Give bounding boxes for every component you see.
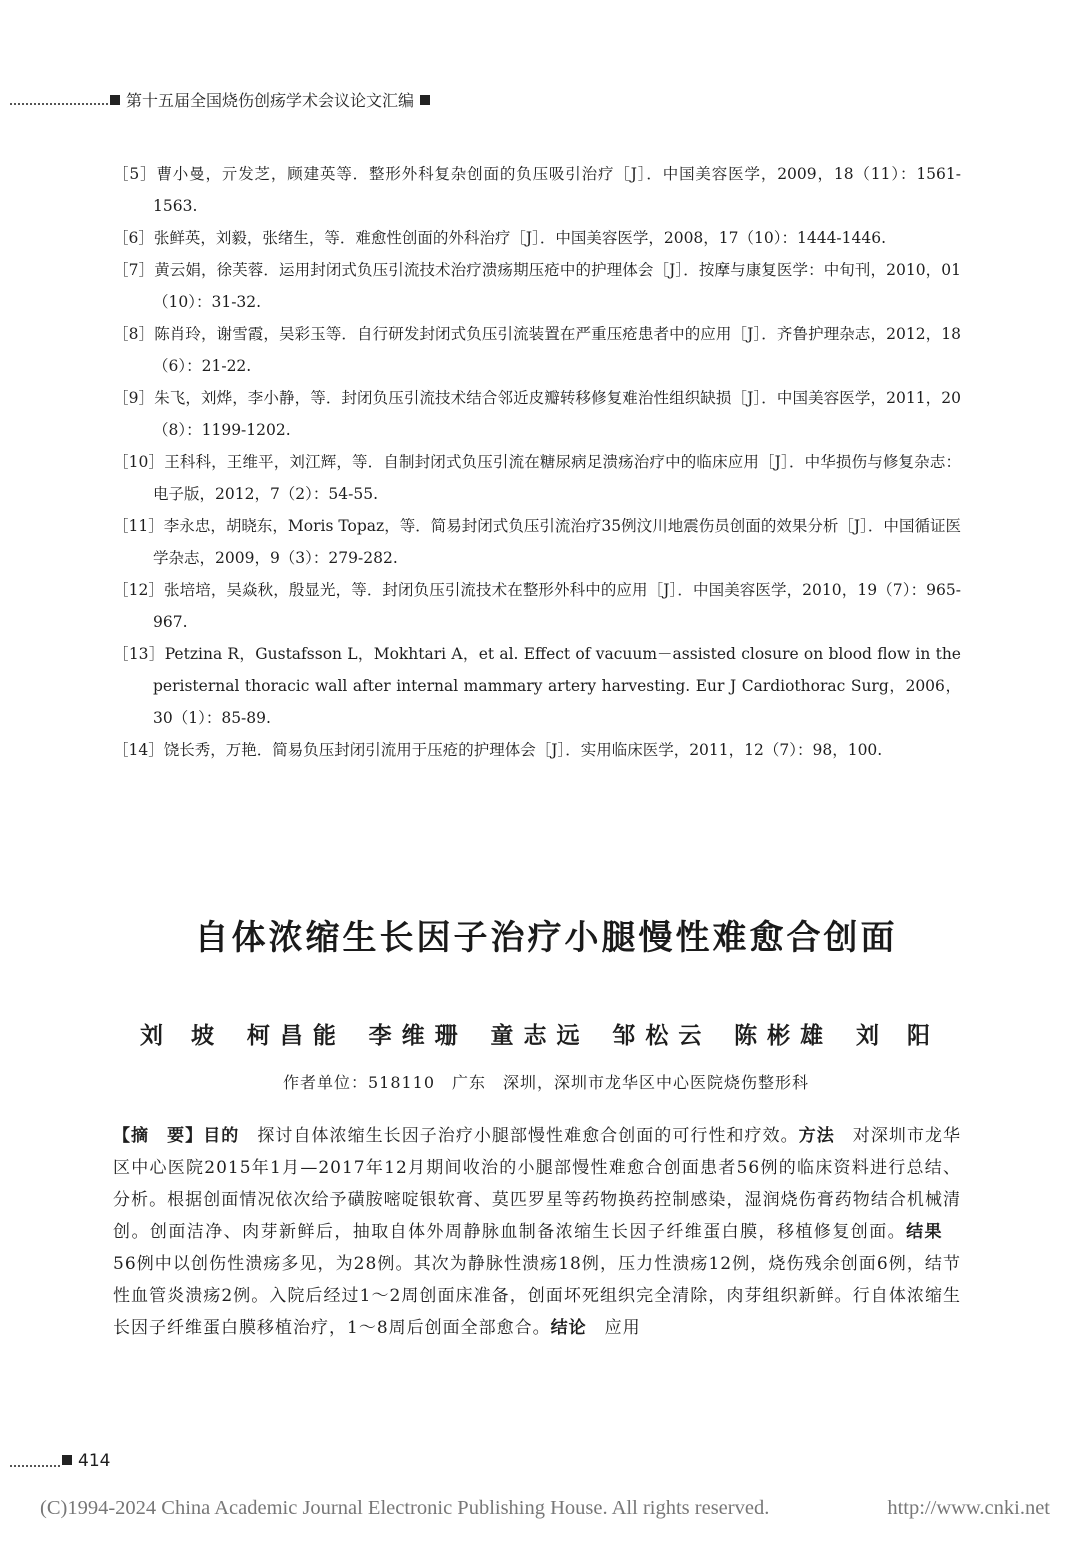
reference-number: ［7］ [113, 261, 155, 279]
reference-text: Petzina R，Gustafsson L，Mokhtari A，et al. Effect of vacuum－assisted closure on blood flow in the peristernal thoracic wall after internal mammary artery harvesting. Eur J Cardiothorac Surg，2006，30（1）：85-89. [153, 645, 961, 727]
website-text: http://www.cnki.net [887, 1497, 1050, 1519]
author-name: 柯昌能 [246, 1022, 346, 1049]
reference-item [113, 382, 961, 446]
reference-number: ［10］ [113, 453, 165, 471]
reference-item [113, 734, 961, 766]
author-name: 陈彬雄 [734, 1022, 834, 1049]
square-bullet-icon [420, 95, 430, 105]
result-text: 56例中以创伤性溃疡多见，为28例。其次为静脉性溃疡18例，压力性溃疡12例，烧伤残余创面6例，结节性血管炎溃疡2例。入院后经过1～2周创面床准备，创面坏死组织完全清除，肉芽组织新鲜。行自体浓缩生长因子纤维蛋白膜移植治疗，1～8周后创面全部愈合。 [113, 1222, 961, 1338]
reference-list [113, 158, 961, 766]
conclusion-text: 应用 [586, 1318, 641, 1338]
author-name: 李维珊 [368, 1022, 468, 1049]
result-label: 结果 [906, 1222, 943, 1242]
reference-number: ［13］ [113, 645, 165, 663]
reference-text: 王科科，王维平，刘江辉，等．自制封闭式负压引流在糖尿病足溃疡治疗中的临床应用［J］．中华损伤与修复杂志：电子版，2012，7（2）：54-55. [153, 453, 961, 503]
author-name: 童志远 [490, 1022, 590, 1049]
reference-item [113, 574, 961, 638]
reference-number: ［11］ [113, 517, 164, 535]
author-name: 刘 坡 [140, 1022, 225, 1049]
method-label: 方法 [798, 1126, 835, 1146]
footer-dotted-rule [10, 1465, 60, 1467]
reference-text: 饶长秀，万艳．简易负压封闭引流用于压疮的护理体会［J］．实用临床医学，2011，12（7）：98，100. [163, 741, 883, 759]
running-header [104, 88, 436, 111]
reference-number: ［9］ [113, 389, 155, 407]
copyright-text: (C)1994-2024 China Academic Journal Electronic Publishing House. All rights reserved. [40, 1497, 770, 1519]
square-bullet-icon [62, 1455, 72, 1465]
reference-text: 陈肖玲，谢雪霞，吴彩玉等．自行研发封闭式负压引流装置在严重压疮患者中的应用［J］．齐鲁护理杂志，2012，18（6）：21-22. [153, 325, 961, 375]
reference-item [113, 638, 961, 734]
reference-item [113, 158, 961, 222]
article-title: 自体浓缩生长因子治疗小腿慢性难愈合创面 [194, 918, 898, 958]
abstract [113, 1120, 961, 1344]
reference-text: 张鲜英，刘毅，张绪生，等．难愈性创面的外科治疗［J］．中国美容医学，2008，17（10）：1444-1446. [153, 229, 887, 247]
reference-item [113, 222, 961, 254]
reference-number: ［5］ [113, 165, 157, 183]
reference-text: 张培培，吴焱秋，殷显光，等．封闭负压引流技术在整形外科中的应用［J］．中国美容医学，2010，19（7）：965-967. [153, 581, 961, 631]
author-name: 邹松云 [612, 1022, 712, 1049]
purpose-label: 目的 [203, 1126, 240, 1146]
reference-item [113, 254, 961, 318]
author-affiliation: 作者单位：518110 广东 深圳，深圳市龙华区中心医院烧伤整形科 [282, 1073, 810, 1092]
header-text: 第十五届全国烧伤创疡学术会议论文汇编 [126, 91, 415, 110]
page-number-text: 414 [78, 1451, 111, 1471]
reference-text: 李永忠，胡晓东，Moris Topaz，等．简易封闭式负压引流治疗35例汶川地震伤员创面的效果分析［J］．中国循证医学杂志，2009，9（3）：279-282. [153, 517, 961, 567]
copyright-footer [40, 1497, 1050, 1520]
reference-item [113, 318, 961, 382]
square-bullet-icon [110, 95, 120, 105]
author-list [140, 1017, 940, 1050]
reference-text: 朱飞，刘烨，李小静，等．封闭负压引流技术结合邻近皮瓣转移修复难治性组织缺损［J］．中国美容医学，2011，20（8）：1199-1202. [153, 389, 961, 439]
method-text: 对深圳市龙华区中心医院2015年1月—2017年12月期间收治的小腿部慢性难愈合创面患者56例的临床资料进行总结、分析。根据创面情况依次给予磺胺嘧啶银软膏、莫匹罗星等药物换药控制感染，湿润烧伤膏药物结合机械清创。创面洁净、肉芽新鲜后，抽取自体外周静脉血制备浓缩生长因子纤维蛋白膜，移植修复创面。 [113, 1126, 962, 1242]
reference-number: ［12］ [113, 581, 165, 599]
page-number [56, 1451, 110, 1471]
abstract-label: 【摘 要】 [113, 1126, 204, 1146]
reference-number: ［14］ [113, 741, 164, 759]
reference-item [113, 446, 961, 510]
conclusion-label: 结论 [550, 1318, 587, 1338]
author-name: 刘 阳 [855, 1022, 940, 1049]
purpose-text: 探讨自体浓缩生长因子治疗小腿部慢性难愈合创面的可行性和疗效。 [239, 1126, 799, 1146]
reference-text: 黄云娟，徐芙蓉．运用封闭式负压引流技术治疗溃疡期压疮中的护理体会［J］．按摩与康复医学：中旬刊，2010，01（10）：31-32. [153, 261, 961, 311]
reference-text: 曹小曼，亓发芝，顾建英等．整形外科复杂创面的负压吸引治疗［J］．中国美容医学，2009，18（11）：1561-1563. [153, 165, 961, 215]
reference-number: ［8］ [113, 325, 155, 343]
reference-number: ［6］ [113, 229, 154, 247]
reference-item [113, 510, 961, 574]
